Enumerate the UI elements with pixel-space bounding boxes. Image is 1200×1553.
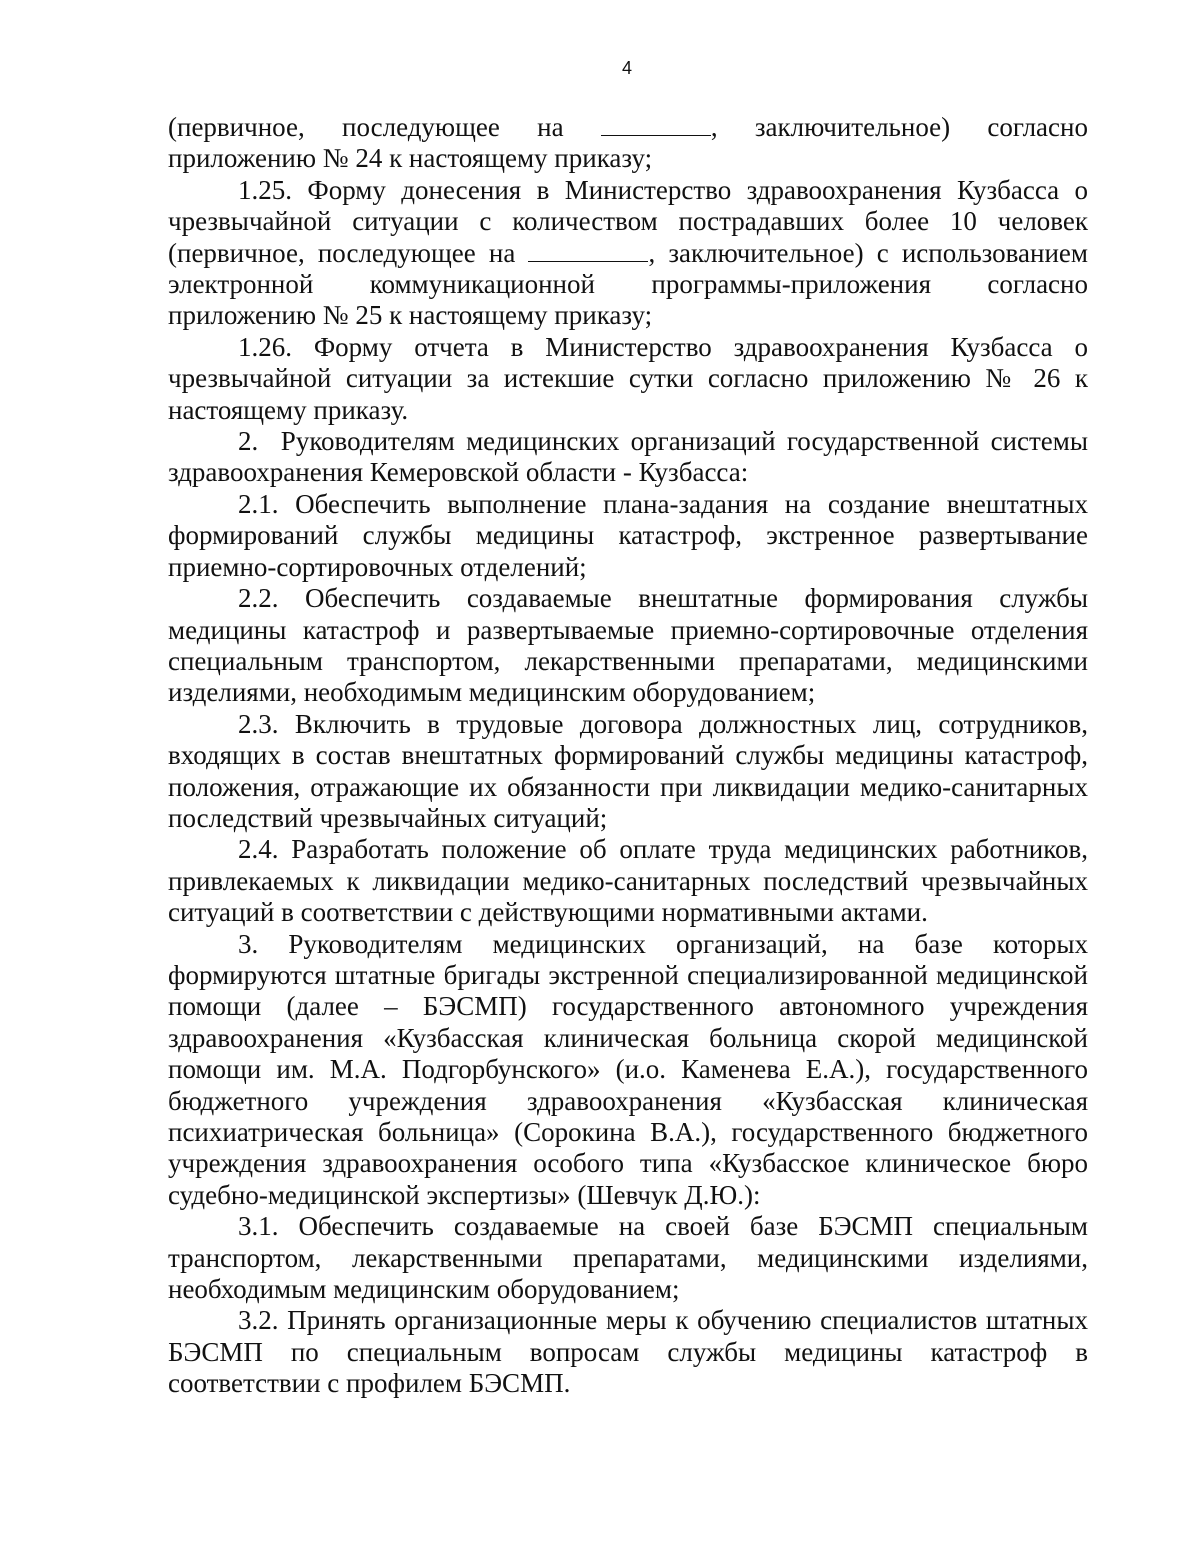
paragraph-2-2 [168,583,1088,709]
paragraph-number: 2.1. [238,488,279,519]
document-body [168,112,1095,1400]
paragraph-number: 2. [238,426,259,457]
paragraph-1-26 [168,332,1088,426]
paragraph-3 [168,929,1088,1212]
paragraph-text: Обеспечить создаваемые на своей базе БЭСМП специальным транспортом, лекарственными препаратами, медицинскими изделиями, необходимым медицинским оборудованием; [168,1211,1088,1305]
paragraph-text: Обеспечить создаваемые внештатные формирования службы медицины катастроф и развертываемые приемно-сортировочные отделения специальным транспортом, лекарственными препаратами, медицинскими изделиями, необходимым медицинским оборудованием; [168,583,1088,708]
paragraph-text-after: , заключительное) с использованием электронной коммуникационной программы-приложения согласно приложению № 25 к настоящему приказу; [168,237,1088,331]
paragraph-intro [168,112,1088,175]
paragraph-text: Включить в трудовые договора должностных лиц, сотрудников, входящих в состав внештатных формирований службы медицины катастроф, положения, отражающие их обязанности при ликвидации медико-санитарных последствий чрезвычайных ситуаций; [168,708,1088,833]
paragraph-number: 2.4. [238,834,279,865]
paragraph-1-25 [168,175,1088,332]
paragraph-text: Принять организационные меры к обучению специалистов штатных БЭСМП по специальным вопросам службы медицины катастроф в соответствии с профилем БЭСМП. [168,1305,1088,1399]
paragraph-number: 1.25. [238,174,292,205]
paragraph-text-before: Форму донесения в Министерство здравоохранения Кузбасса о чрезвычайной ситуации с количеством пострадавших более 10 человек (первичное, последующее на [168,174,1088,268]
paragraph-2-1 [168,489,1088,583]
paragraph-intro-text-before: (первичное, последующее на [168,112,601,142]
paragraph-number: 1.26. [238,331,292,362]
paragraph-number: 3.2. [238,1305,279,1336]
paragraph-3-1 [168,1211,1088,1305]
paragraph-intro-text-after: , заключительное) согласно приложению № 24 к настоящему приказу; [168,112,1088,174]
blank-line [601,113,711,136]
paragraph-2 [168,426,1095,489]
paragraph-text: Разработать положение об оплате труда медицинских работников, привлекаемых к ликвидации медико-санитарных последствий чрезвычайных ситуаций в соответствии с действующими нормативными актами. [168,834,1088,928]
paragraph-number: 3. [238,928,259,959]
paragraph-text: Обеспечить выполнение плана-задания на создание внештатных формирований службы медицины катастроф, экстренное развертывание приемно-сортировочных отделений; [168,488,1088,582]
paragraph-2-4 [168,834,1088,928]
paragraph-text: Руководителям медицинских организаций государственной системы здравоохранения Кемеровской области - Кузбасса: [168,426,1095,488]
blank-line [528,239,648,262]
page-number: 4 [621,58,632,78]
paragraph-3-2 [168,1305,1088,1399]
paragraph-number: 3.1. [238,1211,279,1242]
paragraph-2-3 [168,709,1088,835]
paragraph-text: Руководителям медицинских организаций, на базе которых формируются штатные бригады экстренной специализированной медицинской помощи (далее – БЭСМП) государственного автономного учреждения здравоохранения «Кузбасская клиническая больница скорой медицинской помощи им. М.А. Подгорбунского» (и.о. Каменева Е.А.), государственного бюджетного учреждения здравоохранения «Кузбасская клиническая психиатрическая больница» (Сорокина В.А.), государственного бюджетного учреждения здравоохранения особого типа «Кузбасское клиническое бюро судебно-медицинской экспертизы» (Шевчук Д.Ю.): [168,928,1088,1210]
paragraph-number: 2.2. [238,583,279,614]
paragraph-number: 2.3. [238,708,279,739]
paragraph-text: Форму отчета в Министерство здравоохранения Кузбасса о чрезвычайной ситуации за истекшие сутки согласно приложению № 26 к настоящему приказу. [168,331,1088,425]
